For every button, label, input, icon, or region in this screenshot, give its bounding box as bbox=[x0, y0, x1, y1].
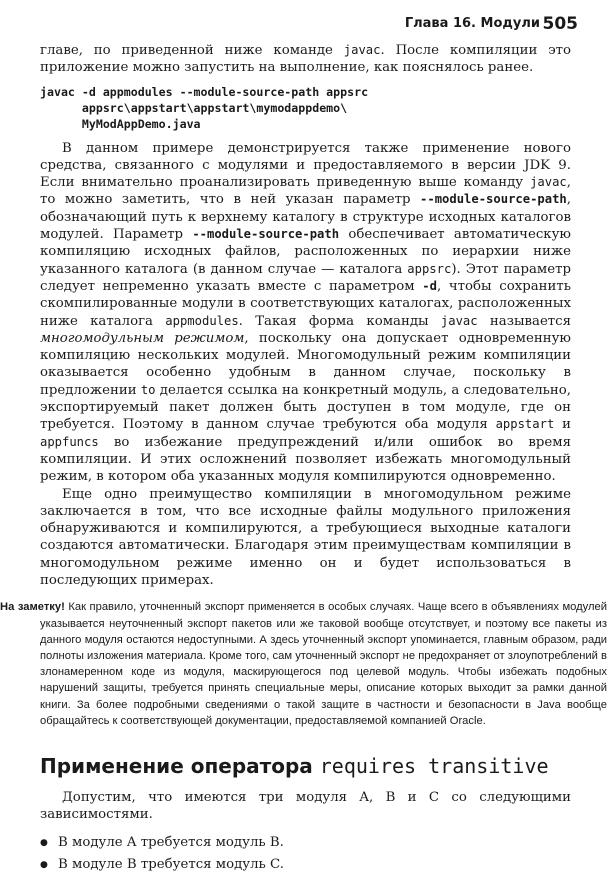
text-run: , чтобы сохранить скомпилированные модули в соответствующих каталогах, расположенных ниже каталога bbox=[40, 278, 571, 329]
text-run: называется bbox=[477, 313, 572, 329]
bullet-list bbox=[40, 832, 571, 876]
code-line: MyModAppDemo.java bbox=[40, 116, 201, 131]
page-number: 505 bbox=[542, 14, 578, 34]
inline-code: --module-source-path bbox=[192, 227, 340, 242]
inline-code: javac bbox=[530, 175, 567, 190]
inline-code: appstart bbox=[495, 417, 555, 432]
running-header bbox=[0, 14, 600, 36]
text-run: во избежание предупреждений и/или ошибок во время компиляции. И этих осложнений позволяет избежать многомодульный режим, в котором оба указанных модуля компилируются одновременно. bbox=[40, 434, 571, 485]
list-item: ● В модуле B требуется модуль C. bbox=[40, 854, 571, 876]
inline-code: appsrc bbox=[407, 261, 452, 276]
text-run: . Такая форма команды bbox=[238, 313, 441, 329]
chapter-title: Глава 16. Модули bbox=[404, 16, 540, 31]
note-box bbox=[0, 599, 607, 729]
text-run: ). Этот параметр следует непременно указать вместе с параметром bbox=[40, 261, 571, 294]
italic-term: многомодульным режимом bbox=[40, 330, 245, 346]
inline-code: -d bbox=[422, 278, 437, 293]
section-heading bbox=[40, 753, 571, 779]
heading-text: Применение оператора bbox=[40, 753, 320, 778]
note-text: Как правило, уточненный экспорт применяется в особых случаях. Чаще всего в объявлениях модулей указывается неуточненный экспорт пакетов или же таковой вообще отсутствует, и поэтому все пакеты из данного модуля остаются недоступными. А здесь уточненный экспорт упоминается, главным образом, ради полноты изложения материала. Кроме того, сам уточненный экспорт не предохраняет от злоупотреблений в злонамеренном коде из модуля, маскирующегося под целевой модуль. Чтобы избежать подобных нарушений защиты, требуется принять специальные меры, описание которых выходит за рамки данной книги. За более подробными сведениями о такой защите в частности и безопасности в bbox=[40, 601, 607, 711]
paragraph-dependencies: Допустим, что имеются три модуля A, B и C со следующими зависимостями. bbox=[40, 789, 571, 823]
code-line: appsrc\appstart\appstart\mymodappdemo\ bbox=[40, 100, 348, 115]
paragraph-multimodule-advantage: Еще одно преимущество компиляции в многомодульном режиме заключается в том, что все исходные файлы модульного приложения обнаруживаются и компилируются, а требующиеся выходные каталоги создаются автоматически. Благодаря этим преимуществам компиляции в многомодульном режиме именно он и будет использоваться в последующих примерах. bbox=[40, 486, 571, 589]
text-run: В данном примере демонстрируется также применение нового средства, связанного с модулями и предоставляемого в версии JDK 9. Если внимательно проанализировать приведенную выше команду bbox=[40, 140, 571, 191]
text-run: делается ссылка на конкретный модуль, а следовательно, экспортируемый пакет должен быть доступен в том модуле, где он требуется. Поэтому в данном случае требуются оба модуля bbox=[40, 382, 571, 433]
inline-code: to bbox=[140, 382, 156, 397]
inline-code: javac bbox=[440, 313, 478, 328]
paragraph-module-source-path bbox=[40, 140, 571, 486]
note-text: Java bbox=[537, 698, 561, 711]
text-run: главе, по приведенной ниже команде bbox=[40, 43, 344, 58]
code-line: javac -d appmodules --module-source-path appsrc bbox=[40, 84, 369, 99]
text-run: , поскольку она допускает одновременную компиляцию нескольких модулей. Многомодульный режим компиляции оказывается особенно удобным в данном случае, поскольку в предложении bbox=[40, 330, 571, 398]
list-item: ● В модуле A требуется модуль B. bbox=[40, 832, 571, 854]
inline-code: appmodules bbox=[165, 313, 239, 328]
inline-code: --module-source-path bbox=[420, 192, 567, 207]
text-run: . После компиляции это приложение можно запустить на выполнение, как пояснялось ранее. bbox=[40, 43, 572, 76]
text-run: , обозначающий путь к верхнему каталогу в структуре исходных каталогов модулей. Параметр bbox=[40, 192, 571, 243]
text-run: , то можно заметить, что в ней указан параметр bbox=[40, 175, 571, 208]
inline-code: javac bbox=[343, 43, 381, 57]
page-content bbox=[0, 42, 607, 876]
inline-code: appfuncs bbox=[40, 434, 99, 449]
note-text: вообще обращайтесь к соответствующей документации, предоставляемой компанией Oracle. bbox=[40, 698, 607, 727]
text-run: и bbox=[554, 417, 571, 433]
paragraph-intro bbox=[40, 42, 571, 77]
code-block bbox=[40, 84, 571, 132]
heading-code: requires transitive bbox=[319, 753, 549, 778]
note-label: На заметку! bbox=[0, 601, 65, 614]
text-run: обеспечивает автоматическую компиляцию исходных файлов, расположенных по иерархии ниже указанного каталога (в данном случае — каталога bbox=[40, 227, 571, 277]
